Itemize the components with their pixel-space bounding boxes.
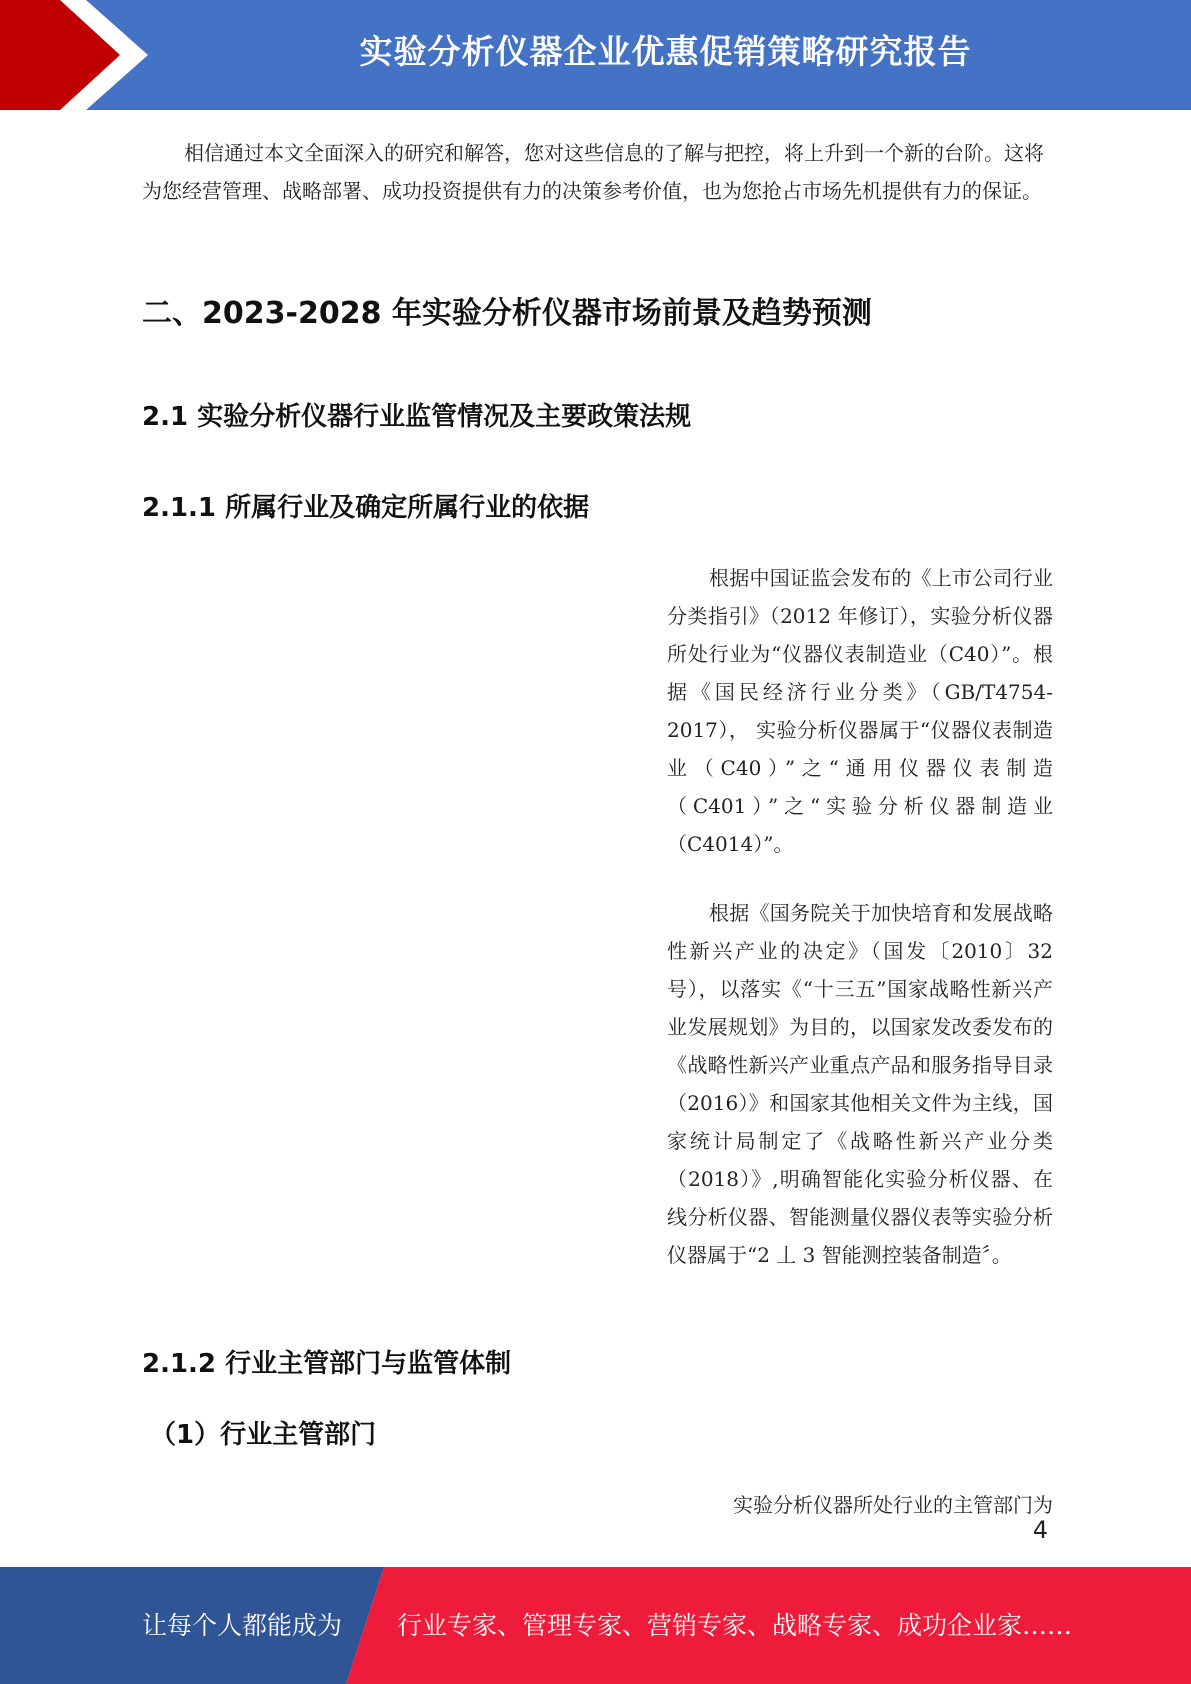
footer-banner (0, 1567, 1191, 1684)
strategic-industry-paragraph: 根据《国务院关于加快培育和发展战略性新兴产业的决定》（国发〔2010〕32 号），以落实《“十三五”国家战略性新兴产业发展规划》为目的，以国家发改委发布的《战略性新兴产业重点产品和服务指导目录（2016）》和国家其他相关文件为主线，国家统计局制定了《战略性新兴产业分类（2018）》,明确智能化实验分析仪器、在线分析仪器、智能测量仪器仪表等实验分析仪器属于“2 丄 3 智能测控装备制造〞。 (667, 901, 1053, 1267)
section-heading-2-1: 2.1 实验分析仪器行业监管情况及主要政策法规 (142, 402, 692, 432)
footer-slogan-right: 行业专家、管理专家、营销专家、战略专家、成功企业家…… (397, 1611, 1073, 1640)
section-heading-2-1-2: 2.1.2 行业主管部门与监管体制 (142, 1349, 512, 1379)
intro-paragraph: 相信通过本文全面深入的研究和解答，您对这些信息的了解与把控，将上升到一个新的台阶。这将为您经营管理、战略部署、成功投资提供有力的决策参考价值，也为您抢占市场先机提供有力的保证。 (142, 141, 1044, 203)
section-heading-2: 二、2023-2028 年实验分析仪器市场前景及趋势预测 (142, 296, 872, 331)
report-title: 实验分析仪器企业优惠促销策略研究报告 (359, 32, 972, 71)
page-number: 4 (1032, 1516, 1048, 1544)
header-arrow-icon (0, 0, 160, 110)
authority-paragraph: 实验分析仪器所处行业的主管部门为 (733, 1493, 1053, 1517)
header-banner (0, 0, 1191, 110)
industry-classification-paragraph: 根据中国证监会发布的《上市公司行业分类指引》（2012 年修订），实验分析仪器所处行业为“仪器仪表制造业（C40）”。根据《国民经济行业分类》（GB/T4754-2017）， 实验分析仪器属于“仪器仪表制造业（C40）”之“通用仪器仪表制造（C401）”之“实验分析仪器制造业（C4014）”。 (667, 566, 1053, 856)
footer-slogan-left: 让每个人都能成为 (142, 1611, 343, 1640)
subsection-heading-1: （1）行业主管部门 (150, 1420, 377, 1450)
section-heading-2-1-1: 2.1.1 所属行业及确定所属行业的依据 (142, 493, 590, 523)
